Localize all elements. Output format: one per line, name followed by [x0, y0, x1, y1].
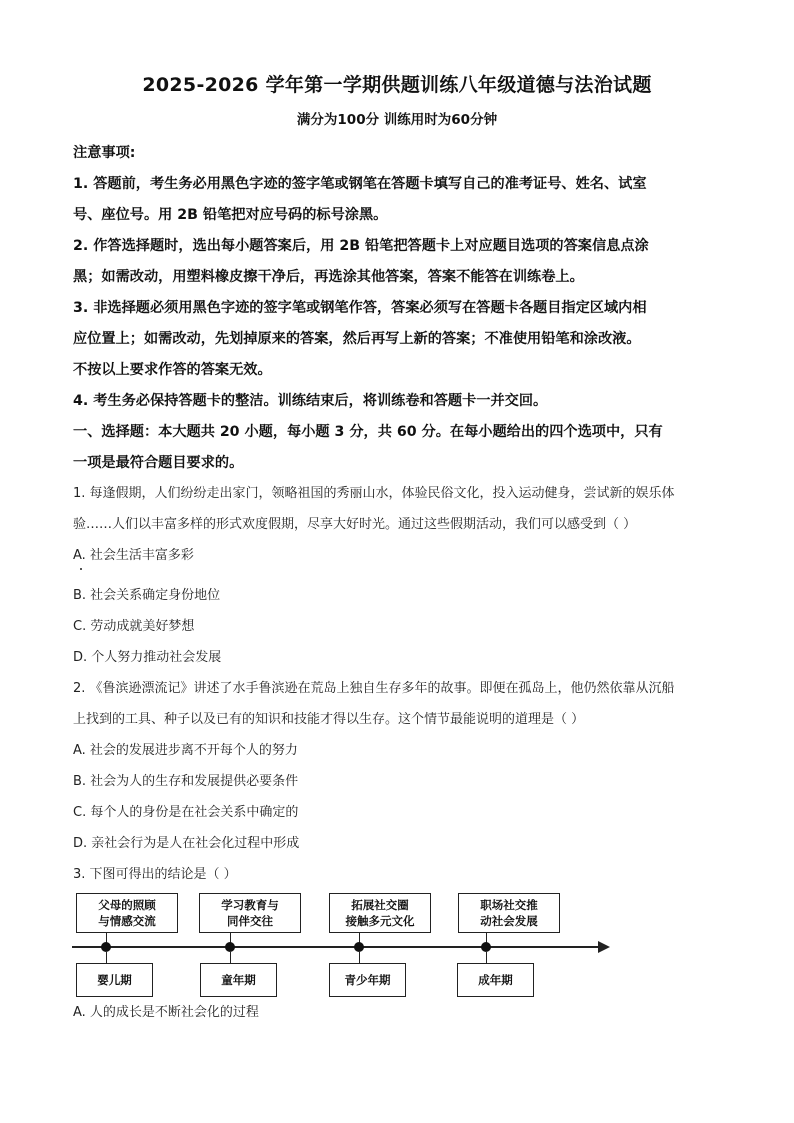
stage-label-box — [76, 963, 153, 997]
instruction-line: 4. 考生务必保持答题卡的整洁。训练结束后，将训练卷和答题卡一并交回。 — [73, 393, 548, 409]
instruction-line: 2. 作答选择题时，选出每小题答案后，用 2B 铅笔把答题卡上对应题目选项的答案信息点涂 — [73, 238, 649, 254]
connector-line — [359, 952, 360, 963]
option-c: C. 劳动成就美好梦想 — [73, 619, 195, 634]
stage-description-box — [199, 893, 301, 933]
question-3 — [73, 859, 723, 890]
stage-label: 青少年期 — [344, 973, 391, 987]
stage-label-box — [457, 963, 534, 997]
timeline-dot — [354, 942, 364, 952]
stage-description-box — [329, 893, 431, 933]
instruction-line: 号、座位号。用 2B 铅笔把对应号码的标号涂黑。 — [73, 207, 388, 223]
option-b: B. 社会为人的生存和发展提供必要条件 — [73, 774, 299, 789]
option-a: A. 社会生活丰富多彩 — [73, 548, 194, 563]
stage-description: 职场社交推 动社会发展 — [480, 898, 538, 928]
question-2 — [73, 673, 723, 859]
question-1 — [73, 478, 723, 673]
question-stem: 1. 每逢假期，人们纷纷走出家门，领略祖国的秀丽山水，体验民俗文化，投入运动健身，尝试新的娱乐体 — [73, 486, 675, 501]
timeline-dot — [225, 942, 235, 952]
section-heading: 一、选择题：本大题共 20 小题，每小题 3 分，共 60 分。在每小题给出的四个选项中，只有 — [73, 424, 663, 440]
option-d: D. 个人努力推动社会发展 — [73, 650, 222, 665]
question-3-options — [73, 997, 723, 1028]
page-subtitle: 满分为100分 训练用时为60分钟 — [296, 112, 498, 128]
stage-label-box — [329, 963, 406, 997]
option-d: D. 亲社会行为是人在社会化过程中形成 — [73, 836, 300, 851]
option-a: A. 社会的发展进步离不开每个人的努力 — [73, 743, 298, 758]
stage-description: 父母的照顾 与情感交流 — [98, 898, 156, 928]
instruction-line: 3. 非选择题必须用黑色字迹的签字笔或钢笔作答，答案必须写在答题卡各题目指定区域内相 — [73, 300, 647, 316]
option-b: B. 社会关系确定身份地位 — [73, 588, 221, 603]
stray-mark — [80, 568, 82, 570]
timeline-dot — [481, 942, 491, 952]
option-c: C. 每个人的身份是在社会关系中确定的 — [73, 805, 299, 820]
stage-description-box — [76, 893, 178, 933]
timeline-axis — [72, 946, 602, 948]
timeline-arrow-icon — [598, 941, 610, 953]
question-stem: 2. 《鲁滨逊漂流记》讲述了水手鲁滨逊在荒岛上独自生存多年的故事。即便在孤岛上，他仍然依靠从沉船 — [73, 681, 675, 696]
instructions-heading: 注意事项: — [73, 145, 136, 161]
connector-line — [486, 952, 487, 963]
connector-line — [106, 952, 107, 963]
stage-description: 拓展社交圈 接触多元文化 — [345, 898, 415, 928]
instruction-line: 黑；如需改动，用塑料橡皮擦干净后，再选涂其他答案，答案不能答在训练卷上。 — [73, 269, 584, 285]
connector-line — [230, 952, 231, 963]
instructions-section — [73, 138, 723, 479]
question-stem: 3. 下图可得出的结论是（ ） — [73, 867, 237, 882]
page-title: 2025-2026 学年第一学期供题训练八年级道德与法治试题 — [142, 74, 652, 96]
stage-label: 成年期 — [478, 973, 513, 987]
questions-section — [73, 478, 723, 890]
section-heading: 一项是最符合题目要求的。 — [73, 455, 244, 471]
stage-description: 学习教育与 同伴交往 — [221, 898, 279, 928]
question-stem: 上找到的工具、种子以及已有的知识和技能才得以生存。这个情节最能说明的道理是（ ） — [73, 712, 585, 727]
stage-description-box — [458, 893, 560, 933]
question-stem: 验……人们以丰富多样的形式欢度假期，尽享大好时光。通过这些假期活动，我们可以感受到（ ） — [73, 517, 637, 532]
stage-label-box — [200, 963, 277, 997]
instruction-line: 不按以上要求作答的答案无效。 — [73, 362, 272, 378]
instruction-line: 应位置上；如需改动，先划掉原来的答案，然后再写上新的答案；不准使用铅笔和涂改液。 — [73, 331, 641, 347]
growth-timeline-diagram — [70, 890, 615, 1000]
timeline-dot — [101, 942, 111, 952]
stage-label: 童年期 — [221, 973, 256, 987]
stage-label: 婴儿期 — [97, 973, 132, 987]
option-a: A. 人的成长是不断社会化的过程 — [73, 1005, 259, 1020]
instruction-line: 1. 答题前，考生务必用黑色字迹的签字笔或钢笔在答题卡填写自己的准考证号、姓名、试室 — [73, 176, 647, 192]
